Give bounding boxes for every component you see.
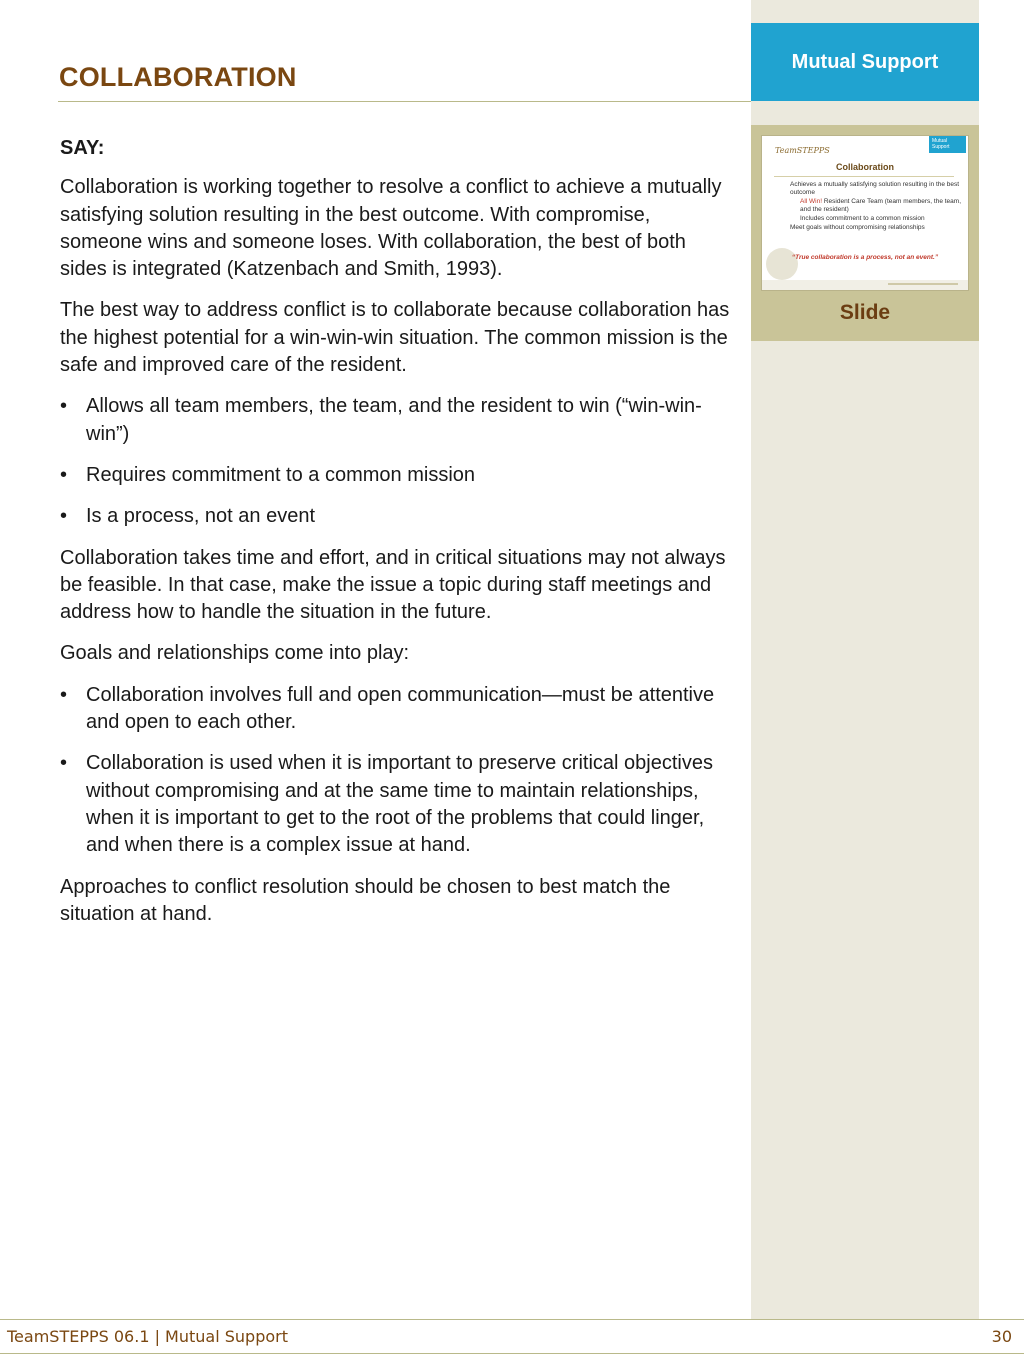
thumbnail-bullets — [790, 181, 965, 233]
slide-thumbnail[interactable] — [762, 136, 968, 290]
section-tab — [751, 23, 979, 101]
paragraph: Collaboration takes time and effort, and in critical situations may not always be feasible. In that case, make the issue a topic during staff meetings and address how to handle the situation in the future. — [60, 546, 726, 624]
thumbnail-footer-line — [888, 283, 958, 285]
thumbnail-footer — [762, 280, 968, 290]
thumbnail-divider — [774, 176, 954, 177]
thumbnail-brand: TeamSTEPPS — [775, 146, 830, 155]
slide-caption: Slide — [839, 301, 891, 324]
bullet-list — [60, 393, 732, 530]
slide-panel — [751, 125, 979, 341]
thumbnail-quote: “True collaboration is a process, not an event.” — [791, 254, 939, 261]
footer-bottom-divider — [0, 1353, 1024, 1354]
bullet-list — [60, 682, 732, 860]
list-item: • Collaboration is used when it is important to preserve critical objectives without compromising and at the same time to maintain relationships, when it is important to get to the root of the problems that could linger, and when there is a complex issue at hand. — [60, 750, 732, 859]
list-item: • Is a process, not an event — [60, 503, 732, 530]
paragraph: The best way to address conflict is to collaborate because collaboration has the highest potential for a win-win-win situation. The common mission is the safe and improved care of the resident. — [60, 299, 730, 377]
say-label: SAY: — [60, 137, 105, 159]
thumbnail-title: Collaboration — [836, 162, 894, 172]
list-item: • Requires commitment to a common mission — [60, 462, 732, 489]
teamstepps-logo-icon — [766, 248, 798, 280]
thumbnail-sub-bullet — [790, 198, 965, 214]
thumbnail-highlight: All Win! — [800, 198, 823, 205]
thumbnail-tab: Mutual Support — [929, 136, 966, 153]
main-content — [60, 135, 732, 942]
paragraph: Goals and relationships come into play: — [60, 642, 410, 665]
page-title: COLLABORATION — [59, 62, 297, 92]
page-number: 30 — [991, 1327, 1012, 1346]
footer-divider — [0, 1319, 1024, 1320]
paragraph: Collaboration is working together to resolve a conflict to achieve a mutually satisfying solution resulting in the best outcome. With compromise, someone wins and someone loses. With collaboration, the best of both sides is integrated (Katzenbach and Smith, 1993). — [60, 176, 722, 281]
thumbnail-sub-bullet: Includes commitment to a common mission — [800, 215, 925, 222]
footer-label: TeamSTEPPS 06.1 | Mutual Support — [7, 1327, 288, 1346]
list-item: • Collaboration involves full and open communication—must be attentive and open to each other. — [60, 682, 732, 737]
title-divider — [58, 101, 751, 102]
thumbnail-bullet: Achieves a mutually satisfying solution resulting in the best outcome — [790, 181, 960, 196]
section-tab-label: Mutual Support — [791, 50, 939, 73]
thumbnail-bullet: Meet goals without compromising relationships — [790, 224, 925, 231]
thumbnail-sub-bullet-text: Resident Care Team (team members, the team, and the resident) — [800, 198, 961, 213]
paragraph: Approaches to conflict resolution should be chosen to best match the situation at hand. — [60, 875, 671, 925]
list-item: • Allows all team members, the team, and the resident to win (“win-win-win”) — [60, 393, 732, 448]
